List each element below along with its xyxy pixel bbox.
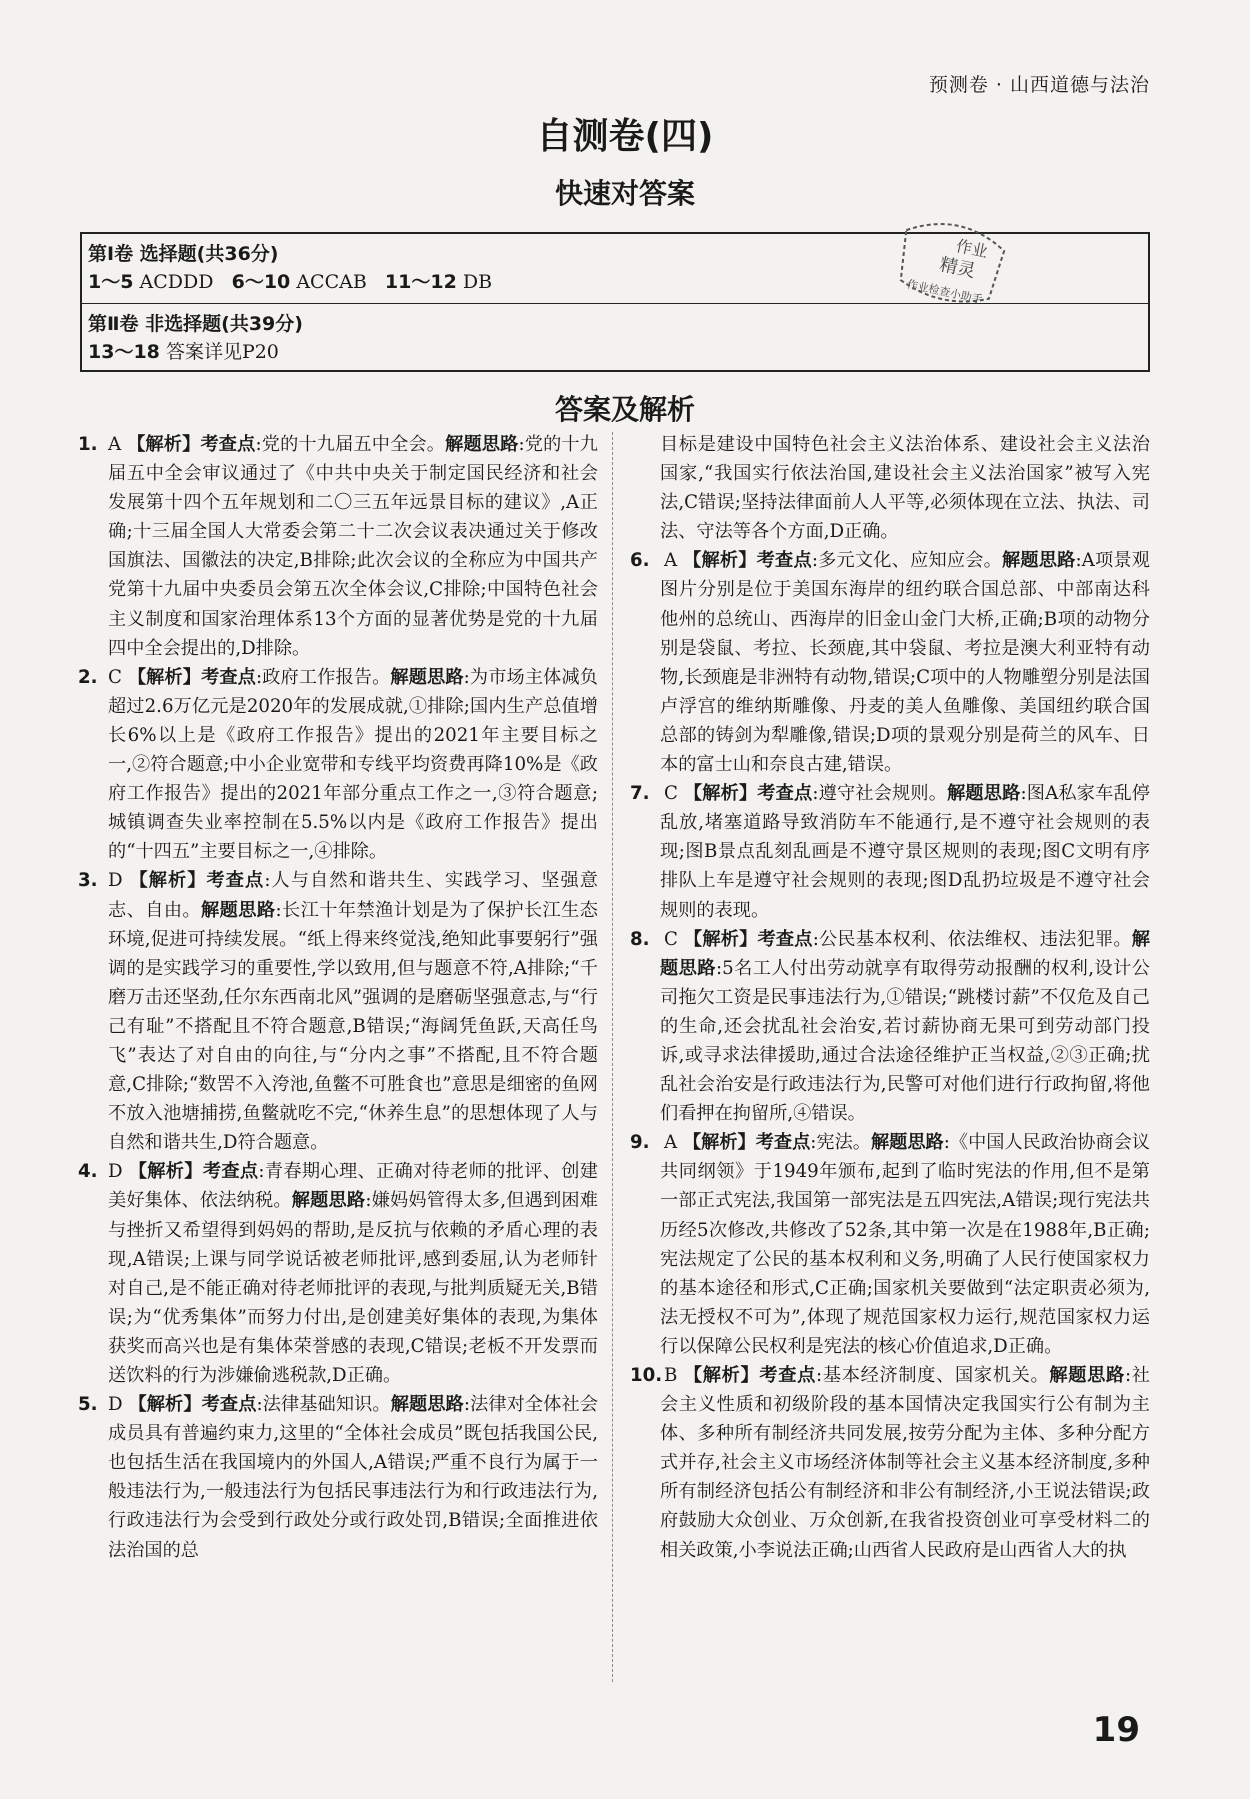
kaochadian-label: 考查点 — [201, 666, 256, 688]
analysis-heading: 答案及解析 — [554, 393, 695, 426]
answer-letter: A — [664, 1132, 678, 1154]
analysis-item — [630, 925, 1150, 1129]
answer-letters: ACCAB — [296, 271, 367, 293]
question-number: 1. — [78, 434, 98, 455]
explanation: :社会主义性质和初级阶段的基本国情决定我国实行公有制为主体、多种所有制经济共同发展,按劳分配为主体、多种分配方式并存,社会主义市场经济体制等社会主义基本经济制度,多种所有制经济包括公有制经济和非公有制经济,小王说法错误;政府鼓励大众创业、万众创新,在我省投资创业可享受材料二的相关政策,小李说法正确;山西省人民政府是山西省人大的执 — [660, 1365, 1150, 1561]
jiexi-label: 【解析】 — [127, 434, 201, 455]
silu-label: 解题思路 — [660, 928, 1150, 979]
analysis-item — [78, 1390, 598, 1565]
part2-answers — [88, 338, 1140, 366]
question-number: 9. — [630, 1132, 650, 1154]
answer-letter: C — [108, 666, 122, 688]
jiexi-label: 【解析】 — [129, 870, 207, 892]
explanation: :嫌妈妈管得太多,但遇到困难与挫折又希望得到妈妈的帮助,是反抗与依赖的矛盾心理的表现,A错误;上课与同学说话被老师批评,感到委屈,认为老师针对自己,是不能正确对待老师批评的表现,与批判质疑无关,B错误;为“优秀集体”而努力付出,是创建美好集体的表现,为集体获奖而高兴也是有集体荣誉感的表现,C错误;老板不开发票而送饮料的行为涉嫌偷逃税款,D正确。 — [108, 1190, 598, 1386]
question-number: 7. — [630, 783, 650, 805]
explanation: :党的十九届五中全会审议通过了《中共中央关于制定国民经济和社会发展第十四个五年规划和二〇三五年远景目标的建议》,A正确;十三届全国人大常委会第二十二次会议表决通过关于修改国旗法、国徽法的决定,B排除;此次会议的全称应为中国共产党第十九届中央委员会第五次全体会议,C排除;中国特色社会主义制度和国家治理体系13个方面的显著优势是党的十九届四中全会提出的,D排除。 — [108, 434, 598, 659]
silu-label: 解题思路 — [291, 1190, 366, 1212]
key-points: :党的十九届五中全会。 — [255, 434, 446, 455]
question-number: 3. — [78, 870, 98, 892]
key-points: :遵守社会规则。 — [812, 783, 948, 805]
key-points: :青春期心理、正确对待老师的批评、创建美好集体、依法纳税。 — [108, 1161, 598, 1212]
answer-letter: D — [108, 870, 123, 892]
answer-range: 11～12 — [384, 271, 457, 293]
silu-label: 解题思路 — [1002, 550, 1076, 572]
answer-letter: D — [108, 1161, 123, 1183]
explanation: 目标是建设中国特色社会主义法治体系、建设社会主义法治国家,“我国实行依法治国,建设社会主义法治国家”被写入宪法,C错误;坚持法律面前人人平等,必须体现在立法、执法、司法、守法等各个方面,D正确。 — [660, 434, 1150, 543]
jiexi-label: 【解析】 — [683, 928, 758, 950]
jiexi-label: 【解析】 — [127, 666, 202, 688]
answer-note: 答案详见P20 — [165, 341, 279, 363]
kaochadian-label: 考查点 — [202, 1161, 259, 1183]
answer-range: 6～10 — [231, 271, 291, 293]
answer-letter: A — [664, 550, 678, 572]
silu-label: 解题思路 — [947, 783, 1021, 805]
explanation: :A项景观图片分别是位于美国东海岸的纽约联合国总部、中部南达科他州的总统山、西海岸的旧金山金门大桥,正确;B项的动物分别是袋鼠、考拉、长颈鹿,其中袋鼠、考拉是澳大利亚特有动物,长颈鹿是非洲特有动物,错误;C项中的人物雕塑分别是法国卢浮宫的维纳斯雕像、丹麦的美人鱼雕像、美国纽约联合国总部的铸剑为犁雕像,错误;D项的景观分别是荷兰的风车、日本的富士山和奈良古建,错误。 — [660, 550, 1150, 776]
left-column — [78, 430, 598, 1565]
question-number: 5. — [78, 1394, 98, 1416]
jiexi-label: 【解析】 — [128, 1161, 203, 1183]
answer-letter: A — [108, 434, 122, 455]
analysis-item — [78, 866, 598, 1157]
key-points: :法律基础知识。 — [256, 1394, 391, 1416]
key-points: :公民基本权利、依法维权、违法犯罪。 — [812, 928, 1132, 950]
stamp-arc: 作业检查小助手 — [905, 277, 984, 307]
key-points: :宪法。 — [810, 1132, 871, 1154]
stamp-line1: 作业 — [954, 236, 990, 262]
explanation: :法律对全体社会成员具有普遍约束力,这里的“全体社会成员”既包括我国公民,也包括生活在我国境内的外国人,A错误;严重不良行为属于一般违法行为,一般违法行为包括民事违法行为和行政违法行为,行政违法行为会受到行政处分或行政处罚,B错误;全面推进依法治国的总 — [108, 1394, 598, 1561]
explanation: :5名工人付出劳动就享有取得劳动报酬的权利,设计公司拖欠工资是民事违法行为,①错误;“跳楼讨薪”不仅危及自己的生命,还会扰乱社会治安,若讨薪协商无果可到劳动部门投诉,或寻求法律援助,通过合法途径维护正当权益,②③正确;扰乱社会治安是行政违法行为,民警可对他们进行行政拘留,将他们看押在拘留所,④错误。 — [660, 957, 1150, 1125]
page-title: 自测卷(四) — [536, 116, 714, 157]
header-tag: 预测卷 · 山西道德与法治 — [928, 74, 1150, 96]
kaochadian-label: 考查点 — [756, 550, 812, 572]
answer-letter: C — [664, 928, 678, 950]
analysis-item — [78, 663, 598, 867]
analysis-item — [78, 1157, 598, 1390]
question-number: 4. — [78, 1161, 98, 1183]
answer-letter: B — [664, 1365, 678, 1386]
jiexi-label: 【解析】 — [683, 783, 758, 805]
part1-title: 第Ⅰ卷 选择题(共36分) — [88, 243, 279, 265]
answer-letters: ACDDD — [139, 271, 214, 293]
stamp-logo — [880, 210, 1020, 320]
kaochadian-label: 考查点 — [757, 783, 813, 805]
part2-title: 第Ⅱ卷 非选择题(共39分) — [88, 313, 303, 335]
silu-label: 解题思路 — [390, 666, 464, 688]
silu-label: 解题思路 — [201, 899, 276, 921]
kaochadian-label: 考查点 — [201, 1394, 257, 1416]
key-points: :基本经济制度、国家机关。 — [816, 1365, 1050, 1386]
question-number: 8. — [630, 928, 650, 950]
explanation: :长江十年禁渔计划是为了保护长江生态环境,促进可持续发展。“纸上得来终觉浅,绝知此事要躬行”强调的是实践学习的重要性,学以致用,但与题意不符,A排除;“千磨万击还坚劲,任尔东西南北风”强调的是磨砺坚强意志,与“行己有耻”不搭配且不符合题意,B错误;“海阔凭鱼跃,天高任鸟飞”表达了对自由的向往,与“分内之事”不搭配,且不符合题意,C排除;“数罟不入洿池,鱼鳖不可胜食也”意思是细密的鱼网不放入池塘捕捞,鱼鳖就吃不完,“休养生息”的思想体现了人与自然和谐共生,D符合题意。 — [108, 899, 598, 1154]
key-points: :人与自然和谐共生、实践学习、坚强意志、自由。 — [108, 870, 598, 921]
question-number: 6. — [630, 550, 650, 572]
analysis-item — [630, 1361, 1150, 1565]
analysis-item — [630, 1128, 1150, 1361]
silu-label: 解题思路 — [445, 434, 519, 455]
analysis-item-continued — [630, 430, 1150, 546]
analysis-item — [630, 546, 1150, 779]
jiexi-label: 【解析】 — [683, 1365, 760, 1386]
kaochadian-label: 考查点 — [755, 1132, 811, 1154]
answer-letter: C — [664, 783, 678, 805]
question-number: 2. — [78, 666, 98, 688]
explanation: :《中国人民政治协商会议共同纲领》于1949年颁布,起到了临时宪法的作用,但不是第一部正式宪法,我国第一部宪法是五四宪法,A错误;现行宪法共历经5次修改,共修改了52条,其中第一次是在1988年,B正确;宪法规定了公民的基本权利和义务,明确了人民行使国家权力的基本途径和形式,C正确;国家机关要做到“法定职责必须为,法无授权不可为”,体现了规范国家权力运行,规范国家权力运行以保障公民权利是宪法的核心价值追求,D正确。 — [660, 1132, 1150, 1357]
kaochadian-label: 考查点 — [759, 1365, 817, 1386]
silu-label: 解题思路 — [390, 1394, 464, 1416]
page-number: 19 — [1092, 1710, 1140, 1750]
jiexi-label: 【解析】 — [682, 1132, 756, 1154]
quick-answer-heading: 快速对答案 — [554, 177, 695, 210]
jiexi-label: 【解析】 — [683, 550, 757, 572]
answer-letters: DB — [462, 271, 493, 293]
key-points: :政府工作报告。 — [256, 666, 391, 688]
right-column — [630, 430, 1150, 1565]
answer-range: 1～5 — [88, 271, 134, 293]
explanation: :为市场主体减负超过2.6万亿元是2020年的发展成就,①排除;国内生产总值增长6%以上是《政府工作报告》提出的2021年主要目标之一,②符合题意;中小企业宽带和专线平均资费再降10%是《政府工作报告》提出的2021年部分重点工作之一,③符合题意;城镇调查失业率控制在5.5%以内是《政府工作报告》提出的“十四五”主要目标之一,④排除。 — [108, 666, 598, 863]
silu-label: 解题思路 — [1049, 1365, 1125, 1386]
silu-label: 解题思路 — [870, 1132, 944, 1154]
kaochadian-label: 考查点 — [757, 928, 813, 950]
column-divider — [612, 432, 613, 1682]
answer-range: 13～18 — [88, 341, 160, 363]
analysis-item — [630, 779, 1150, 924]
answer-letter: D — [108, 1394, 123, 1416]
question-number: 10. — [630, 1365, 663, 1386]
kaochadian-label: 考查点 — [200, 434, 256, 455]
kaochadian-label: 考查点 — [206, 870, 265, 892]
stamp-line2: 精灵 — [937, 254, 978, 283]
explanation: :图A私家车乱停乱放,堵塞道路导致消防车不能通行,是不遵守社会规则的表现;图B景点乱刻乱画是不遵守景区规则的表现;图C文明有序排队上车是遵守社会规则的表现;图D乱扔垃圾是不遵守社会规则的表现。 — [660, 783, 1150, 921]
jiexi-label: 【解析】 — [128, 1394, 202, 1416]
key-points: :多元文化、应知应会。 — [811, 550, 1002, 572]
analysis-item — [78, 430, 598, 663]
